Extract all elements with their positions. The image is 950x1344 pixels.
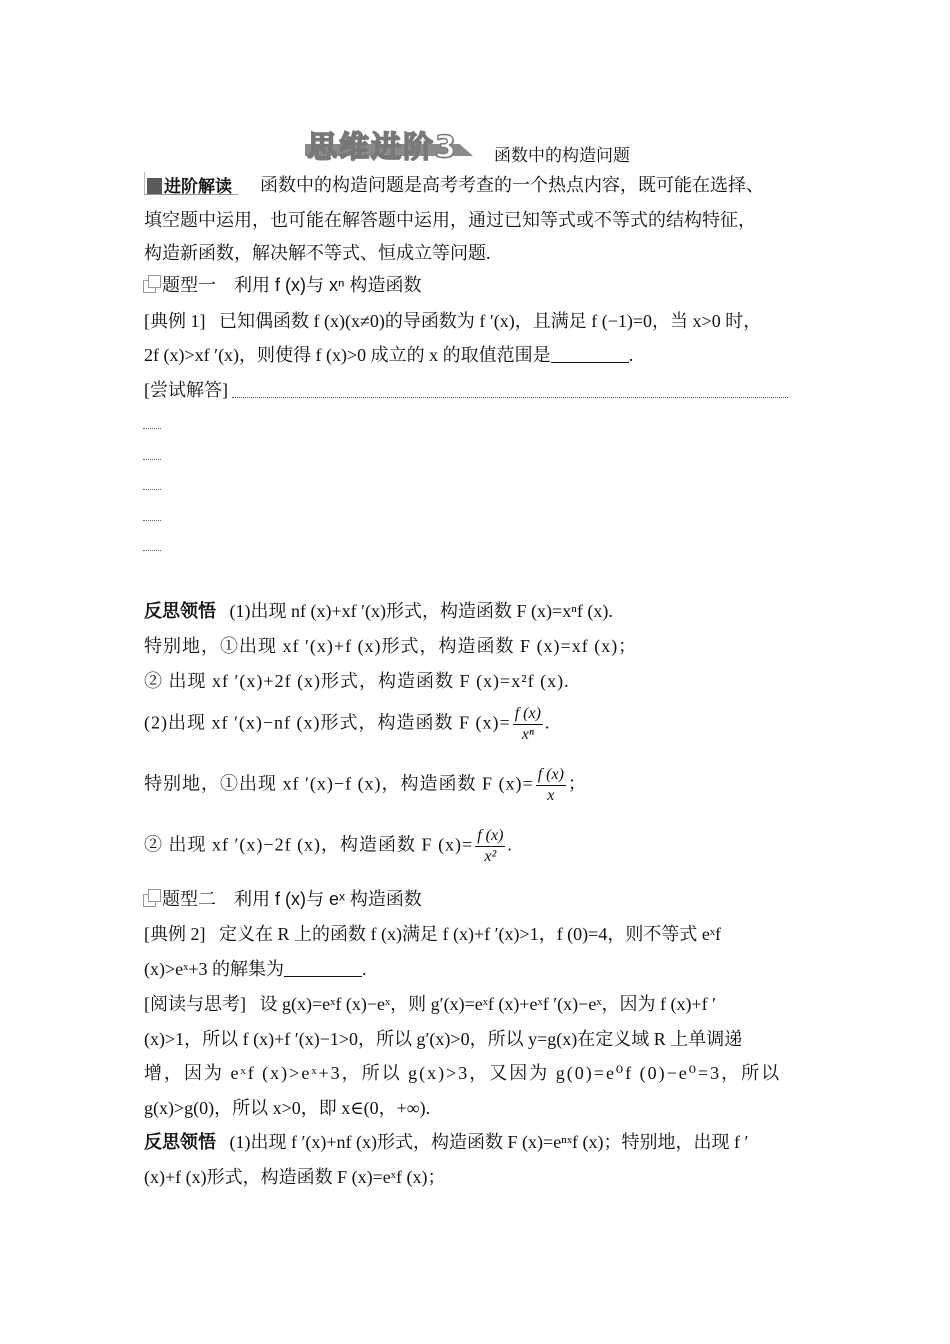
answer-line-short[interactable] (143, 459, 161, 460)
type1-special-3-row: 特别地，①出现 xf ′(x)−f (x)，构造函数 F (x)= $\frac{f (x)}{x}$ ； (144, 766, 586, 804)
fraction: $\frac{f (x)}{x}$ (537, 766, 564, 804)
type2-heading: 题型二 利用 f (x)与 eˣ 构造函数 (162, 889, 422, 909)
type1-reflect-label: 反思领悟 (144, 601, 216, 621)
type1-example-row-1 (144, 310, 761, 332)
type1-reflect-2-row: (2)出现 xf ′(x)−nf (x)形式，构造函数 F (x)= $\frac{f (x)}{\text{xⁿ}}$ . (144, 705, 550, 743)
type2-think-label: [阅读与思考] (144, 994, 246, 1014)
overlap-squares-icon (143, 275, 161, 293)
type2-reflect-label: 反思领悟 (144, 1132, 216, 1152)
intro-tag (144, 172, 238, 195)
fraction: $\frac{f (x)}{\text{x²}}$ (477, 827, 504, 865)
type1-reflect-1: (1)出现 nf (x)+xf ′(x)形式，构造函数 F (x)=xⁿf (x). (229, 601, 613, 621)
type1-special-2: ② 出现 xf ′(x)+2f (x)形式，构造函数 F (x)=x²f (x). (144, 671, 570, 691)
type1-example-text-1: 已知偶函数 f (x)(x≠0)的导函数为 f ′(x)，且满足 f (−1)=0，当 x>0 时， (219, 311, 762, 331)
answer-line-short[interactable] (143, 489, 161, 490)
type1-example-text-2: 2f (x)>xf ′(x)，则使得 f (x)>0 成立的 x 的取值范围是 (144, 345, 551, 365)
type1-special-4-row: ② 出现 xf ′(x)−2f (x)，构造函数 F (x)= $\frac{f (x)}{\text{x²}}$ . (144, 827, 512, 865)
type2-example-row-1 (144, 923, 721, 945)
type2-heading-row (143, 888, 422, 910)
intro-tag-label: 进阶解读 (164, 177, 232, 196)
type2-reflect-2: (x)+f (x)形式，构造函数 F (x)=eˣf (x)； (144, 1167, 446, 1187)
type2-reflect-row (144, 1131, 748, 1153)
answer-blank[interactable] (284, 960, 362, 977)
type1-answer-label: [尝试解答] (144, 380, 228, 400)
section-banner (305, 124, 473, 165)
banner-label: 思维进阶3 (307, 130, 458, 165)
type2-think-text-3: 增，因为 eˣf (x)>eˣ+3，所以 g(x)>3，又因为 g(0)=e⁰f (0)−e⁰=3，所以 (144, 1063, 782, 1083)
answer-line-short[interactable] (143, 550, 161, 551)
type1-special-1: 特别地，①出现 xf ′(x)+f (x)形式，构造函数 F (x)=xf (x)； (144, 636, 638, 656)
intro-line-3: 构造新函数，解决解不等式、恒成立等问题. (144, 243, 491, 263)
type2-think-text-2: (x)>1，所以 f (x)+f ′(x)−1>0，所以 g′(x)>0，所以 y=g(x)在定义域 R 上单调递 (144, 1029, 743, 1049)
answer-line-short[interactable] (143, 520, 161, 521)
type2-reflect-1: (1)出现 f ′(x)+nf (x)形式，构造函数 F (x)=eⁿˣf (x)；特别地，出现 f ′ (229, 1132, 749, 1152)
overlap-squares-icon (143, 889, 161, 907)
type2-example-text-2: (x)>eˣ+3 的解集为 (144, 959, 284, 979)
type2-example-row-2: (x)>eˣ+3 的解集为 . (144, 959, 367, 979)
type1-example-label: [典例 1] (144, 311, 206, 331)
type1-special-4-text: ② 出现 xf ′(x)−2f (x)，构造函数 F (x)= (144, 834, 474, 855)
intro-line-2: 填空题中运用，也可能在解答题中运用，通过已知等式或不等式的结构特征， (144, 210, 756, 230)
intro-line-1: 函数中的构造问题是高考考查的一个热点内容，既可能在选择、 (260, 175, 764, 195)
type2-example-label: [典例 2] (144, 924, 206, 944)
answer-line[interactable] (232, 397, 788, 398)
section-subtitle: 函数中的构造问题 (494, 146, 630, 165)
type2-think-text-4: g(x)>g(0)，所以 x>0，即 x∈(0，+∞). (144, 1098, 431, 1118)
type1-special-3-text: 特别地，①出现 xf ′(x)−f (x)，构造函数 F (x)= (144, 773, 534, 794)
type2-example-text-1: 定义在 R 上的函数 f (x)满足 f (x)+f ′(x)>1，f (0)=4，则不等式 eˣf (219, 924, 722, 944)
type2-think-text-1: 设 g(x)=eˣf (x)−eˣ，则 g′(x)=eˣf (x)+eˣf ′(x)−eˣ，因为 f (x)+f ′ (259, 994, 717, 1014)
type1-heading: 题型一 利用 f (x)与 xⁿ 构造函数 (162, 275, 422, 295)
square-icon (147, 178, 162, 194)
type1-heading-row (143, 274, 422, 296)
type1-reflect-2-text: (2)出现 xf ′(x)−nf (x)形式，构造函数 F (x)= (144, 712, 511, 733)
answer-blank[interactable] (551, 346, 629, 363)
type2-think-row-1 (144, 993, 716, 1015)
type1-reflect-row (144, 600, 613, 622)
answer-line-short[interactable] (143, 428, 161, 429)
fraction: $\frac{f (x)}{\text{xⁿ}}$ (514, 705, 541, 743)
type1-example-row-2: 2f (x)>xf ′(x)，则使得 f (x)>0 成立的 x 的取值范围是 . (144, 345, 634, 365)
